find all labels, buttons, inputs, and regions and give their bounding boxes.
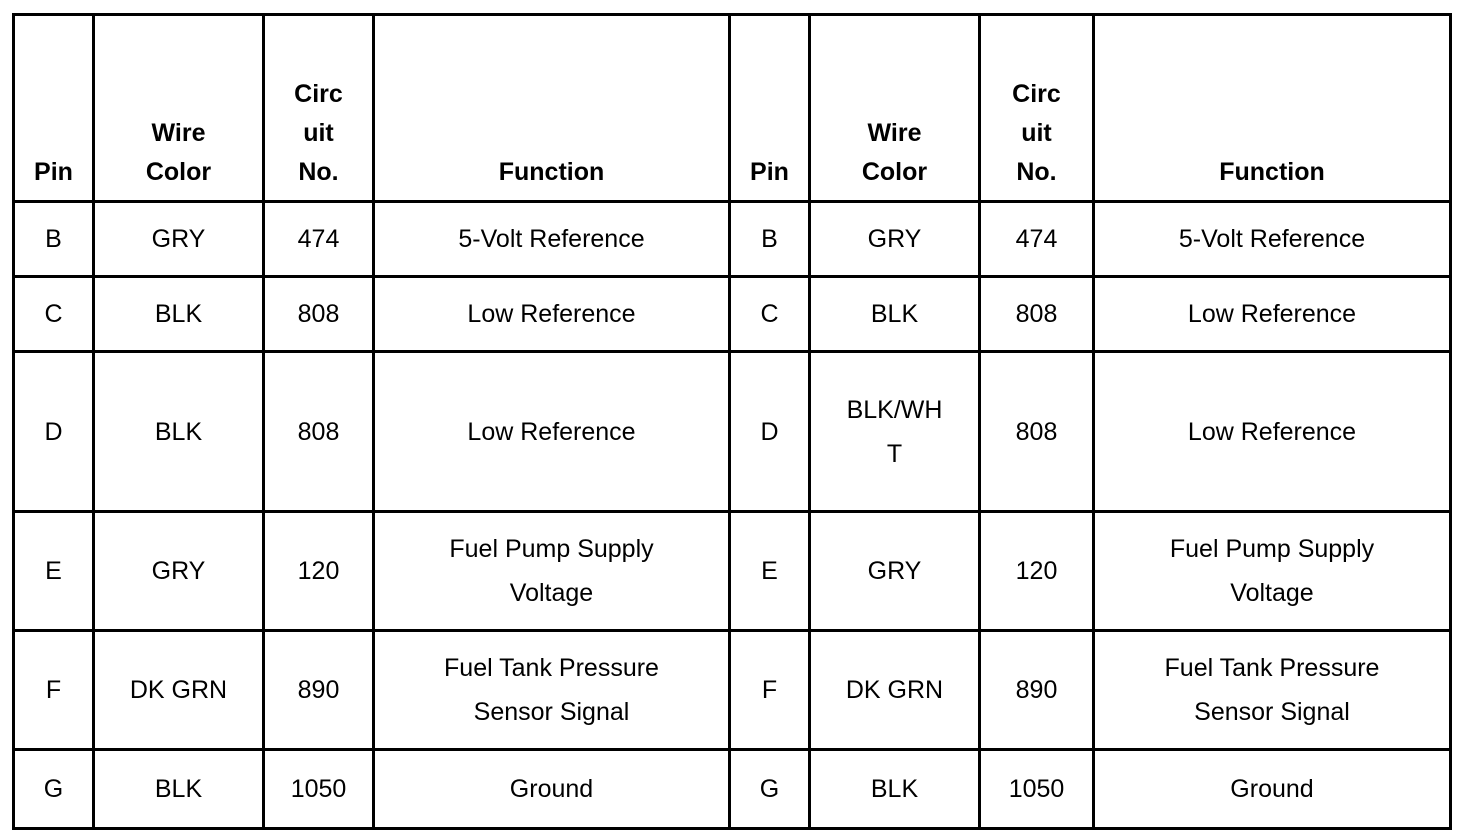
header-row — [14, 15, 1451, 202]
wire-color-cell: BLK — [94, 277, 264, 352]
header-pin-right: Pin — [730, 15, 810, 202]
function-cell: Low Reference — [374, 352, 730, 512]
pin-cell: C — [730, 277, 810, 352]
circuit-cell: 808 — [980, 352, 1094, 512]
wire-color-cell: GRY — [94, 202, 264, 277]
pin-cell: D — [730, 352, 810, 512]
wire-color-cell: DK GRN — [810, 631, 980, 750]
function-cell: 5-Volt Reference — [1094, 202, 1451, 277]
wire-color-cell: GRY — [810, 202, 980, 277]
circuit-cell: 808 — [264, 352, 374, 512]
function-cell: Low Reference — [1094, 277, 1451, 352]
circuit-cell: 474 — [264, 202, 374, 277]
pin-cell: G — [730, 750, 810, 829]
pin-cell: E — [730, 512, 810, 631]
pin-cell: B — [730, 202, 810, 277]
connector-pinout-table — [12, 13, 1452, 830]
circuit-cell: 890 — [980, 631, 1094, 750]
header-function-left: Function — [374, 15, 730, 202]
pin-cell: F — [14, 631, 94, 750]
pin-cell: B — [14, 202, 94, 277]
circuit-cell: 890 — [264, 631, 374, 750]
function-cell: Low Reference — [374, 277, 730, 352]
header-function-right: Function — [1094, 15, 1451, 202]
circuit-cell: 474 — [980, 202, 1094, 277]
table-row — [14, 277, 1451, 352]
function-cell: Low Reference — [1094, 352, 1451, 512]
table-row — [14, 512, 1451, 631]
pin-cell: D — [14, 352, 94, 512]
wire-color-cell: BLK — [94, 352, 264, 512]
header-circuit-no-right: Circuit No. — [980, 15, 1094, 202]
header-wire-color-left: Wire Color — [94, 15, 264, 202]
wire-color-text: BLK/WHT — [846, 395, 943, 468]
function-text: Fuel Tank Pressure Sensor Signal — [1164, 654, 1380, 726]
wire-color-cell: BLK — [810, 277, 980, 352]
function-cell: Ground — [1094, 750, 1451, 829]
wire-color-cell: DK GRN — [94, 631, 264, 750]
pin-cell: C — [14, 277, 94, 352]
circuit-cell: 120 — [264, 512, 374, 631]
header-pin-left: Pin — [14, 15, 94, 202]
circuit-cell: 1050 — [264, 750, 374, 829]
function-cell — [1094, 512, 1451, 631]
wire-color-cell — [810, 352, 980, 512]
circuit-cell: 808 — [980, 277, 1094, 352]
pin-cell: G — [14, 750, 94, 829]
pin-cell: F — [730, 631, 810, 750]
table-row — [14, 631, 1451, 750]
table-row — [14, 352, 1451, 512]
table-row — [14, 202, 1451, 277]
circuit-cell: 1050 — [980, 750, 1094, 829]
circuit-cell: 120 — [980, 512, 1094, 631]
wire-color-cell: BLK — [810, 750, 980, 829]
function-text: Fuel Pump Supply Voltage — [1169, 535, 1375, 607]
function-text: Fuel Tank Pressure Sensor Signal — [444, 654, 659, 726]
function-cell: 5-Volt Reference — [374, 202, 730, 277]
circuit-cell: 808 — [264, 277, 374, 352]
wire-color-cell: BLK — [94, 750, 264, 829]
function-cell — [1094, 631, 1451, 750]
function-cell — [374, 512, 730, 631]
table-row — [14, 750, 1451, 829]
wire-color-cell: GRY — [94, 512, 264, 631]
function-cell — [374, 631, 730, 750]
function-text: Fuel Pump Supply Voltage — [449, 535, 654, 607]
header-circuit-no-left: Circuit No. — [264, 15, 374, 202]
pin-cell: E — [14, 512, 94, 631]
header-wire-color-right: Wire Color — [810, 15, 980, 202]
wire-color-cell: GRY — [810, 512, 980, 631]
function-cell: Ground — [374, 750, 730, 829]
